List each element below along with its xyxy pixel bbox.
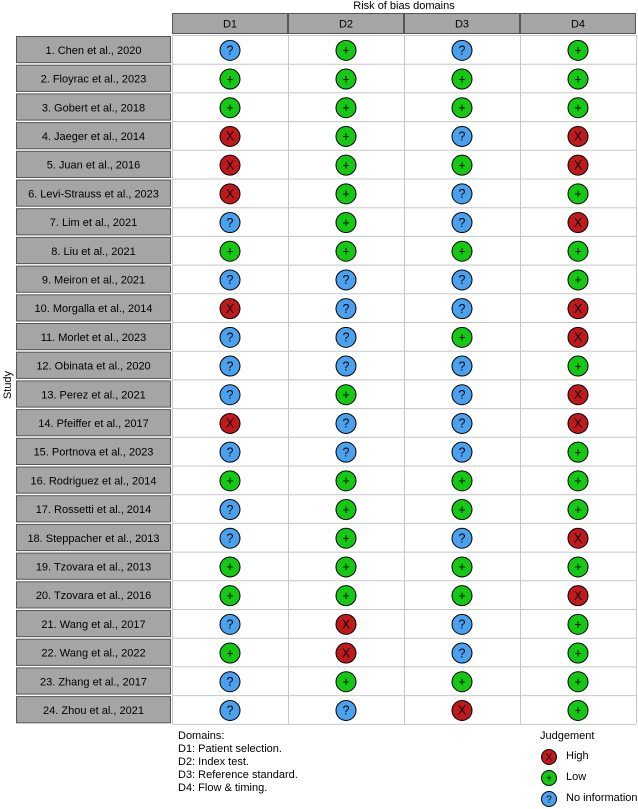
svg-text:X: X [225,158,235,173]
svg-text:+: + [226,588,234,603]
high-judgement-mark [568,327,588,347]
svg-text:+: + [226,100,234,115]
no-information-judgement-mark [452,126,472,146]
low-judgement-mark [452,98,472,118]
svg-text:+: + [574,617,582,632]
low-judgement-mark [452,672,472,692]
high-judgement-mark [568,299,588,319]
svg-text:+: + [574,244,582,259]
high-judgement-mark [568,126,588,146]
svg-text:+: + [574,502,582,517]
low-judgement-mark [336,241,356,261]
study-label: 6. Levi-Strauss et al., 2023 [28,188,159,201]
low-judgement-mark [336,184,356,204]
study-label: 1. Chen et al., 2020 [45,44,142,57]
no-information-judgement-mark [220,672,240,692]
no-information-judgement-mark [220,385,240,405]
low-judgement-mark [336,586,356,606]
low-judgement-mark [568,241,588,261]
legend-title: Judgement [540,730,595,742]
low-judgement-mark [568,643,588,663]
low-judgement-mark [568,700,588,720]
low-judgement-mark [336,528,356,548]
high-icon [540,748,558,766]
svg-text:?: ? [458,301,466,316]
svg-text:+: + [342,187,350,202]
high-judgement-mark [220,126,240,146]
chart-title: Risk of bias domains [353,0,455,12]
svg-text:?: ? [226,674,234,689]
no-information-judgement-mark [452,184,472,204]
svg-text:+: + [342,100,350,115]
svg-text:+: + [342,560,350,575]
svg-text:+: + [342,474,350,489]
no-information-judgement-mark [220,700,240,720]
no-information-judgement-mark [220,528,240,548]
svg-text:?: ? [458,43,466,58]
svg-text:+: + [574,703,582,718]
study-label: 21. Wang et al., 2017 [41,618,146,631]
study-label: 12. Obinata et al., 2020 [36,360,151,373]
high-judgement-mark [568,528,588,548]
svg-text:+: + [226,560,234,575]
svg-text:+: + [342,531,350,546]
high-judgement-mark [336,614,356,634]
study-label: 8. Liu et al., 2021 [51,245,136,258]
svg-text:X: X [341,646,351,661]
study-label: 17. Rossetti et al., 2014 [35,504,152,517]
study-label: 13. Perez et al., 2021 [41,389,146,402]
low-judgement-mark [336,69,356,89]
low-judgement-mark [336,155,356,175]
header-label-d4: D4 [570,18,586,31]
no-information-judgement-mark [220,213,240,233]
svg-text:+: + [574,273,582,288]
low-judgement-mark [336,213,356,233]
no-information-judgement-mark [452,528,472,548]
svg-text:X: X [573,588,583,603]
svg-text:+: + [574,72,582,87]
legend-item-high [540,748,638,764]
svg-text:X: X [341,617,351,632]
low-judgement-mark [220,643,240,663]
study-label: 16. Rodriguez et al., 2014 [30,475,157,488]
study-label: 24. Zhou et al., 2021 [43,704,144,717]
no-information-judgement-mark [336,700,356,720]
svg-text:+: + [342,158,350,173]
svg-text:?: ? [226,330,234,345]
domain-key-line-d3: D3: Reference standard. [178,769,298,781]
no-information-judgement-mark [220,614,240,634]
low-judgement-mark [336,40,356,60]
svg-text:+: + [226,244,234,259]
svg-text:X: X [573,531,583,546]
study-label: 20. Tzovara et al., 2016 [35,590,152,603]
study-label: 9. Meiron et al., 2021 [41,274,146,287]
no-information-judgement-mark [336,299,356,319]
svg-text:+: + [458,588,466,603]
svg-text:+: + [574,445,582,460]
low-judgement-mark [220,241,240,261]
svg-text:+: + [574,187,582,202]
svg-text:X: X [573,215,583,230]
study-label: 5. Juan et al., 2016 [46,159,141,172]
low-judgement-mark [568,69,588,89]
svg-text:+: + [342,215,350,230]
no-information-judgement-mark [336,356,356,376]
low-judgement-mark [452,586,472,606]
low-icon [540,769,558,787]
low-judgement-mark [336,500,356,520]
low-judgement-mark [568,557,588,577]
svg-text:+: + [458,502,466,517]
high-judgement-mark [568,586,588,606]
svg-text:?: ? [226,273,234,288]
low-judgement-mark [336,471,356,491]
low-judgement-mark [452,155,472,175]
low-judgement-mark [336,126,356,146]
no-information-judgement-mark [452,270,472,290]
high-judgement-mark [220,413,240,433]
svg-text:?: ? [458,215,466,230]
y-axis-label: Study [2,370,14,400]
low-judgement-mark [568,270,588,290]
svg-text:?: ? [342,359,350,374]
low-judgement-mark [568,442,588,462]
study-label: 15. Portnova et al., 2023 [33,446,154,459]
low-judgement-mark [220,69,240,89]
domain-key [178,730,298,795]
low-judgement-mark [336,672,356,692]
no-information-judgement-mark [220,270,240,290]
svg-text:?: ? [226,43,234,58]
low-judgement-mark [568,614,588,634]
header-label-d2: D2 [338,18,354,31]
low-judgement-mark [568,184,588,204]
svg-text:X: X [573,158,583,173]
header-label-d3: D3 [454,18,470,31]
svg-text:+: + [226,646,234,661]
study-label: 14. Pfeiffer et al., 2017 [38,417,149,430]
svg-text:?: ? [342,416,350,431]
svg-text:+: + [342,129,350,144]
svg-text:?: ? [458,273,466,288]
legend-item-no-information [540,790,638,806]
low-judgement-mark [568,40,588,60]
svg-text:+: + [342,43,350,58]
svg-text:?: ? [226,617,234,632]
svg-text:X: X [225,129,235,144]
study-label: 10. Morgalla et al., 2014 [34,303,153,316]
svg-text:?: ? [458,445,466,460]
high-judgement-mark [568,413,588,433]
legend-label-low: Low [566,771,587,783]
svg-text:+: + [458,474,466,489]
low-judgement-mark [452,557,472,577]
svg-text:X: X [457,703,467,718]
low-judgement-mark [568,471,588,491]
no-information-judgement-mark [336,442,356,462]
svg-text:X: X [225,416,235,431]
svg-text:?: ? [342,703,350,718]
svg-text:?: ? [226,502,234,517]
legend-label-high: High [566,750,589,762]
no-information-judgement-mark [220,356,240,376]
high-judgement-mark [568,213,588,233]
svg-text:?: ? [342,330,350,345]
svg-text:?: ? [458,646,466,661]
svg-text:+: + [226,474,234,489]
legend-item-low [540,769,638,785]
svg-text:?: ? [226,387,234,402]
svg-text:?: ? [458,416,466,431]
svg-text:+: + [574,560,582,575]
svg-text:?: ? [342,445,350,460]
svg-text:?: ? [226,703,234,718]
svg-text:X: X [573,416,583,431]
svg-text:?: ? [342,301,350,316]
svg-text:+: + [342,244,350,259]
low-judgement-mark [452,69,472,89]
svg-text:+: + [574,474,582,489]
no-information-judgement-mark [220,327,240,347]
study-label: 23. Zhang et al., 2017 [39,676,148,689]
svg-text:+: + [458,330,466,345]
svg-text:+: + [546,773,552,785]
header-label-d1: D1 [222,18,238,31]
svg-text:+: + [458,560,466,575]
svg-text:X: X [573,387,583,402]
svg-text:?: ? [226,531,234,546]
svg-text:?: ? [226,215,234,230]
low-judgement-mark [336,385,356,405]
legend-label-no-information: No information [566,792,638,804]
svg-text:+: + [342,588,350,603]
study-label: 11. Morlet et al., 2023 [40,331,147,344]
no-information-judgement-mark [220,442,240,462]
svg-text:X: X [573,330,583,345]
low-judgement-mark [568,500,588,520]
svg-text:X: X [545,752,553,764]
svg-text:+: + [226,72,234,87]
svg-text:X: X [573,129,583,144]
high-judgement-mark [452,700,472,720]
domain-key-line-d4: D4: Flow & timing. [178,782,268,794]
high-judgement-mark [220,155,240,175]
no-information-judgement-mark [452,385,472,405]
no-information-judgement-mark [452,413,472,433]
low-judgement-mark [220,471,240,491]
study-label: 22. Wang et al., 2022 [41,647,146,660]
low-judgement-mark [220,98,240,118]
high-judgement-mark [220,184,240,204]
svg-text:+: + [342,72,350,87]
svg-text:?: ? [342,273,350,288]
no-information-judgement-mark [452,643,472,663]
no-information-judgement-mark [336,327,356,347]
no-information-judgement-mark [452,356,472,376]
study-label: 18. Steppacher et al., 2013 [27,532,160,545]
svg-text:?: ? [226,359,234,374]
study-label: 7. Lim et al., 2021 [49,217,138,230]
study-label: 2. Floyrac et al., 2023 [40,73,147,86]
no-information-judgement-mark [220,40,240,60]
high-judgement-mark [568,155,588,175]
no-information-judgement-mark [336,413,356,433]
svg-text:?: ? [226,445,234,460]
high-judgement-mark [336,643,356,663]
svg-text:X: X [225,187,235,202]
svg-text:X: X [225,301,235,316]
svg-text:+: + [458,158,466,173]
domain-key-line-d2: D2: Index test. [178,756,249,768]
low-judgement-mark [452,471,472,491]
low-judgement-mark [220,557,240,577]
svg-text:+: + [458,674,466,689]
low-judgement-mark [336,98,356,118]
study-label: 19. Tzovara et al., 2013 [35,561,152,574]
no-information-judgement-mark [220,500,240,520]
low-judgement-mark [452,500,472,520]
svg-text:+: + [574,674,582,689]
no-information-judgement-mark [452,40,472,60]
svg-text:+: + [342,387,350,402]
svg-text:?: ? [458,187,466,202]
low-judgement-mark [452,327,472,347]
svg-text:?: ? [458,129,466,144]
high-judgement-mark [220,299,240,319]
svg-text:?: ? [458,617,466,632]
low-judgement-mark [452,241,472,261]
low-judgement-mark [568,672,588,692]
svg-text:X: X [573,301,583,316]
low-judgement-mark [336,557,356,577]
study-label: 3. Gobert et al., 2018 [41,102,146,115]
no-information-judgement-mark [336,270,356,290]
no-information-icon [540,790,558,808]
svg-text:+: + [458,72,466,87]
low-judgement-mark [568,356,588,376]
svg-text:+: + [342,502,350,517]
no-information-judgement-mark [452,213,472,233]
svg-text:?: ? [546,794,552,806]
svg-text:+: + [574,100,582,115]
svg-text:+: + [574,43,582,58]
low-judgement-mark [220,586,240,606]
no-information-judgement-mark [452,299,472,319]
no-information-judgement-mark [452,614,472,634]
low-judgement-mark [568,98,588,118]
svg-text:+: + [458,244,466,259]
no-information-judgement-mark [452,442,472,462]
high-judgement-mark [568,385,588,405]
svg-text:+: + [458,100,466,115]
svg-text:+: + [342,674,350,689]
svg-text:?: ? [458,387,466,402]
svg-text:+: + [574,359,582,374]
domain-key-line-d1: D1: Patient selection. [178,743,282,755]
domain-key-title: Domains: [178,730,225,742]
svg-text:?: ? [458,531,466,546]
svg-text:?: ? [458,359,466,374]
svg-text:+: + [574,646,582,661]
study-label: 4. Jaeger et al., 2014 [41,130,146,143]
